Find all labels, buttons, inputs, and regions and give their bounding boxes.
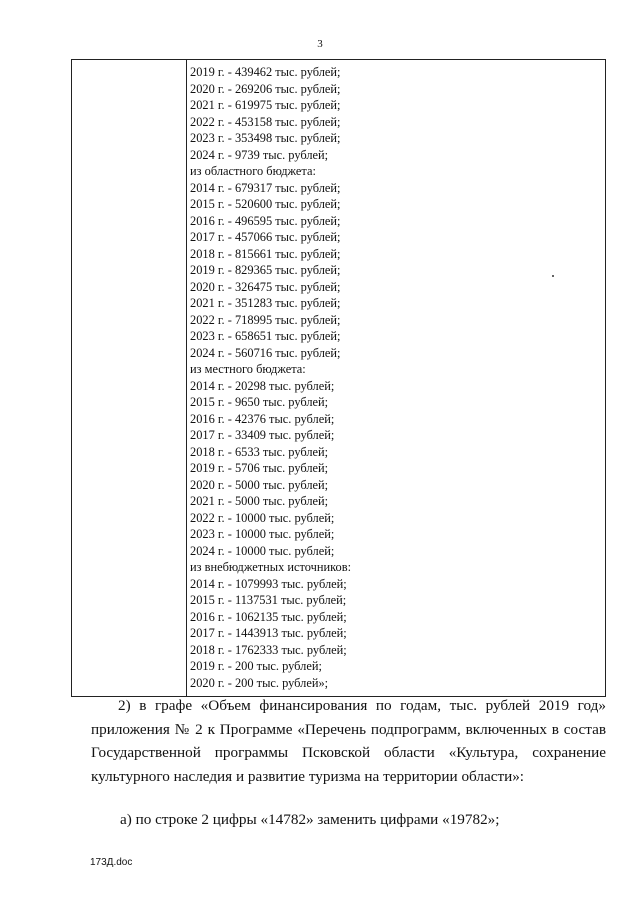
table-column-divider <box>186 60 187 696</box>
funding-line: 2021 г. - 619975 тыс. рублей; <box>190 98 341 112</box>
amendment-paragraph <box>91 694 606 788</box>
funding-line: 2023 г. - 10000 тыс. рублей; <box>190 527 335 541</box>
funding-line: 2024 г. - 9739 тыс. рублей; <box>190 147 329 162</box>
funding-line: 2014 г. - 20298 тыс. рублей; <box>190 378 335 393</box>
funding-line: 2024 г. - 560716 тыс. рублей; <box>190 345 341 360</box>
amendment-subparagraph: а) по строке 2 цифры «14782» заменить цифрами «19782»; <box>120 811 500 828</box>
funding-line: 2017 г. - 457066 тыс. рублей; <box>190 230 341 244</box>
funding-line: 2017 г. - 1443913 тыс. рублей; <box>190 626 347 640</box>
funding-line: 2020 г. - 5000 тыс. рублей; <box>190 477 329 492</box>
funding-line: 2014 г. - 679317 тыс. рублей; <box>190 180 341 195</box>
funding-line: 2018 г. - 6533 тыс. рублей; <box>190 444 329 459</box>
funding-line: 2015 г. - 1137531 тыс. рублей; <box>190 593 347 607</box>
funding-line: 2022 г. - 10000 тыс. рублей; <box>190 510 335 525</box>
funding-line: 2023 г. - 353498 тыс. рублей; <box>190 131 341 145</box>
amendment-paragraph-text <box>91 694 606 788</box>
funding-line: из внебюджетных источников: <box>190 560 352 574</box>
funding-line: 2022 г. - 718995 тыс. рублей; <box>190 312 341 327</box>
funding-line: 2016 г. - 496595 тыс. рублей; <box>190 213 341 228</box>
funding-line: из местного бюджета: <box>190 362 306 376</box>
funding-line: 2018 г. - 1762333 тыс. рублей; <box>190 642 347 657</box>
funding-line: 2015 г. - 520600 тыс. рублей; <box>190 197 341 211</box>
funding-line: 2019 г. - 200 тыс. рублей; <box>190 659 322 673</box>
funding-line: 2018 г. - 815661 тыс. рублей; <box>190 246 341 261</box>
scan-speck <box>552 275 554 277</box>
funding-line: 2019 г. - 439462 тыс. рублей; <box>190 65 341 79</box>
funding-line: 2023 г. - 658651 тыс. рублей; <box>190 329 341 343</box>
funding-line: 2019 г. - 5706 тыс. рублей; <box>190 461 329 475</box>
funding-line: 2021 г. - 351283 тыс. рублей; <box>190 296 341 310</box>
funding-line: 2015 г. - 9650 тыс. рублей; <box>190 395 329 409</box>
funding-line: 2022 г. - 453158 тыс. рублей; <box>190 114 341 129</box>
funding-line: 2014 г. - 1079993 тыс. рублей; <box>190 576 347 591</box>
amendment-paragraph-content: 2) в графе «Объем финансирования по годам, тыс. рублей 2019 год» приложения № 2 к Программе «Перечень подпрограмм, включенных в состав Государственной программы Псковской области «Культура, сохранение культурного наследия и развитие туризма на территории области»: <box>91 697 606 785</box>
funding-line: 2019 г. - 829365 тыс. рублей; <box>190 263 341 277</box>
funding-line: 2024 г. - 10000 тыс. рублей; <box>190 543 335 558</box>
funding-line: 2020 г. - 326475 тыс. рублей; <box>190 279 341 294</box>
funding-line: 2016 г. - 1062135 тыс. рублей; <box>190 609 347 624</box>
funding-line: 2021 г. - 5000 тыс. рублей; <box>190 494 329 508</box>
funding-lines-list <box>190 64 600 691</box>
footer-filename: 173Д.doc <box>90 857 133 868</box>
funding-line: 2016 г. - 42376 тыс. рублей; <box>190 411 335 426</box>
funding-line: 2020 г. - 269206 тыс. рублей; <box>190 81 341 96</box>
funding-line: 2017 г. - 33409 тыс. рублей; <box>190 428 335 442</box>
funding-line: из областного бюджета: <box>190 164 316 178</box>
funding-table <box>71 59 606 697</box>
funding-line: 2020 г. - 200 тыс. рублей»; <box>190 675 329 690</box>
page-number: 3 <box>317 38 323 50</box>
